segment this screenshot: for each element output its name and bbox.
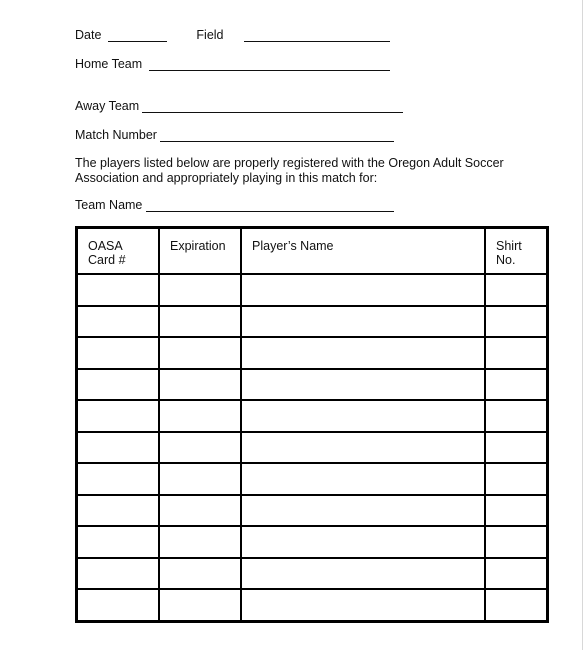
table-row xyxy=(77,274,548,306)
column-header-expiration: Expiration xyxy=(159,228,241,275)
date-field-row xyxy=(75,28,390,42)
statement-line-1: The players listed below are properly registered with the Oregon Adult Soccer xyxy=(75,156,504,170)
expiration-cell[interactable] xyxy=(159,558,241,590)
expiration-cell[interactable] xyxy=(159,274,241,306)
player-name-cell[interactable] xyxy=(241,463,485,495)
table-row xyxy=(77,306,548,338)
registration-statement xyxy=(75,156,515,186)
column-header-players-name: Player’s Name xyxy=(241,228,485,275)
shirt-no-cell[interactable] xyxy=(485,495,548,527)
expiration-cell[interactable] xyxy=(159,369,241,401)
shirt-no-cell[interactable] xyxy=(485,463,548,495)
expiration-cell[interactable] xyxy=(159,432,241,464)
column-header-oasa-card: OASA Card # xyxy=(77,228,160,275)
away-team-label: Away Team xyxy=(75,99,140,113)
shirt-no-cell[interactable] xyxy=(485,432,548,464)
team-name-label: Team Name xyxy=(75,198,143,212)
table-row xyxy=(77,432,548,464)
shirt-no-cell[interactable] xyxy=(485,558,548,590)
match-number-row xyxy=(75,128,394,142)
expiration-cell[interactable] xyxy=(159,337,241,369)
date-blank[interactable] xyxy=(108,30,167,42)
table-row xyxy=(77,558,548,590)
shirt-no-cell[interactable] xyxy=(485,274,548,306)
roster-body xyxy=(77,274,548,621)
player-name-cell[interactable] xyxy=(241,400,485,432)
player-name-cell[interactable] xyxy=(241,369,485,401)
player-name-cell[interactable] xyxy=(241,495,485,527)
shirt-no-cell[interactable] xyxy=(485,369,548,401)
expiration-cell[interactable] xyxy=(159,463,241,495)
table-row xyxy=(77,589,548,621)
shirt-no-cell[interactable] xyxy=(485,306,548,338)
oasa-card-cell[interactable] xyxy=(77,526,160,558)
player-name-cell[interactable] xyxy=(241,432,485,464)
player-name-cell[interactable] xyxy=(241,274,485,306)
date-label: Date xyxy=(75,28,102,42)
expiration-cell[interactable] xyxy=(159,400,241,432)
match-number-label: Match Number xyxy=(75,128,157,142)
shirt-no-cell[interactable] xyxy=(485,400,548,432)
table-row xyxy=(77,400,548,432)
oasa-card-cell[interactable] xyxy=(77,463,160,495)
home-team-row xyxy=(75,57,390,71)
away-team-row xyxy=(75,99,403,113)
player-name-cell[interactable] xyxy=(241,558,485,590)
roster-table xyxy=(75,226,549,623)
table-row xyxy=(77,526,548,558)
home-team-blank[interactable] xyxy=(149,59,390,71)
field-blank[interactable] xyxy=(244,30,390,42)
player-name-cell[interactable] xyxy=(241,526,485,558)
oasa-card-cell[interactable] xyxy=(77,589,160,621)
oasa-card-cell[interactable] xyxy=(77,432,160,464)
table-row xyxy=(77,369,548,401)
roster-header-row xyxy=(77,228,548,275)
column-header-shirt-no: Shirt No. xyxy=(485,228,548,275)
table-row xyxy=(77,495,548,527)
shirt-no-cell[interactable] xyxy=(485,526,548,558)
shirt-no-cell[interactable] xyxy=(485,337,548,369)
field-label: Field xyxy=(196,28,224,42)
team-name-row xyxy=(75,198,394,212)
oasa-card-cell[interactable] xyxy=(77,558,160,590)
expiration-cell[interactable] xyxy=(159,306,241,338)
table-row xyxy=(77,463,548,495)
statement-line-2: Association and appropriately playing in this match for: xyxy=(75,171,378,185)
player-name-cell[interactable] xyxy=(241,306,485,338)
home-team-label: Home Team xyxy=(75,57,143,71)
away-team-blank[interactable] xyxy=(142,101,403,113)
match-number-blank[interactable] xyxy=(160,130,394,142)
oasa-card-cell[interactable] xyxy=(77,306,160,338)
oasa-card-cell[interactable] xyxy=(77,400,160,432)
oasa-card-cell[interactable] xyxy=(77,274,160,306)
expiration-cell[interactable] xyxy=(159,526,241,558)
shirt-no-cell[interactable] xyxy=(485,589,548,621)
oasa-card-cell[interactable] xyxy=(77,369,160,401)
player-name-cell[interactable] xyxy=(241,589,485,621)
expiration-cell[interactable] xyxy=(159,589,241,621)
team-name-blank[interactable] xyxy=(146,200,394,212)
oasa-card-cell[interactable] xyxy=(77,495,160,527)
table-row xyxy=(77,337,548,369)
expiration-cell[interactable] xyxy=(159,495,241,527)
page-edge xyxy=(582,0,583,650)
player-name-cell[interactable] xyxy=(241,337,485,369)
oasa-card-cell[interactable] xyxy=(77,337,160,369)
